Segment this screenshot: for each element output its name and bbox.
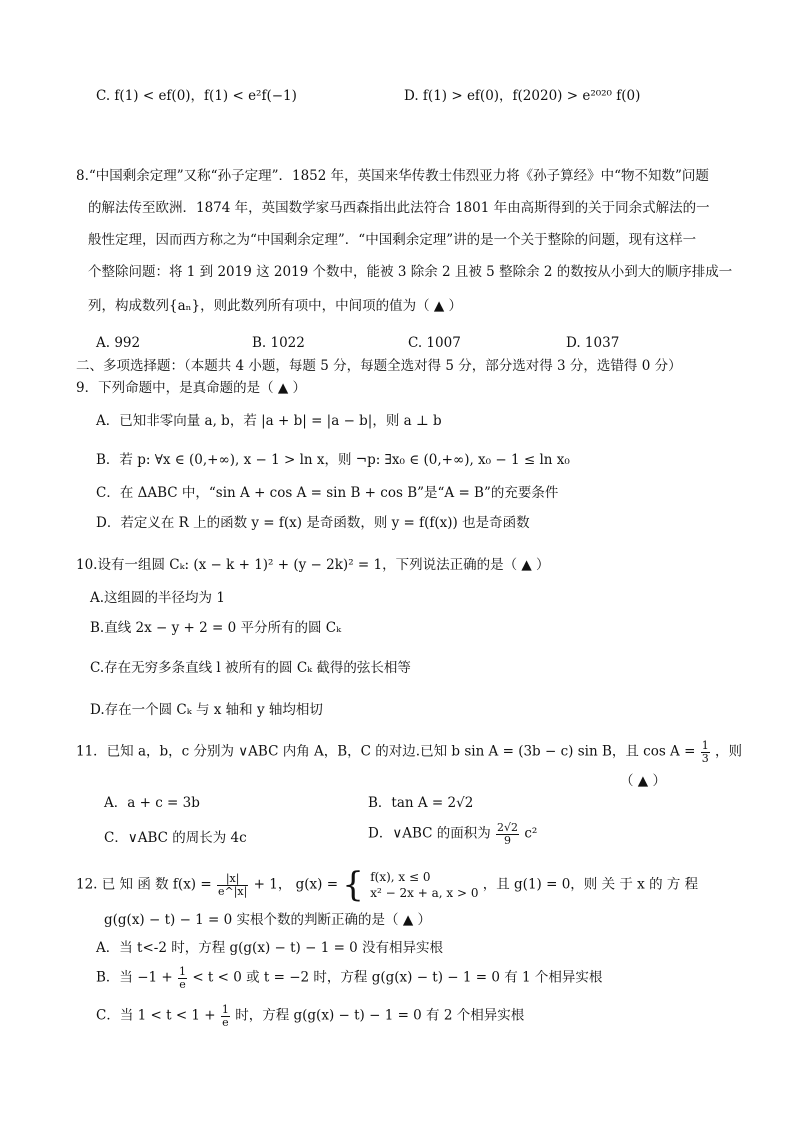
q9-stem: 9．下列命题中，是真命题的是（ ▲ ） (76, 380, 307, 396)
q12-f-tail: + 1， g(x) = (253, 876, 338, 893)
q11-option-a: A．a + c = 3b (104, 795, 200, 811)
q9-option-c: C．在 ΔABC 中，“sin A + cos A = sin B + cos B”是“A = B”的充要条件 (96, 485, 559, 501)
q8-text-line-4: 个整除问题：将 1 到 2019 这 2019 个数中，能被 3 除余 2 且被 5 整除余 2 的数按从小到大的顺序排成一 (88, 264, 733, 280)
q10-stem: 10.设有一组圆 Cₖ: (x − k + 1)² + (y − 2k)² = 1，下列说法正确的是（ ▲ ） (76, 557, 550, 573)
q11-answer-blank: （ ▲ ） (620, 773, 666, 789)
q8-option-b: B. 1022 (252, 335, 305, 351)
q12-option-a: A．当 t<-2 时，方程 g(g(x) − t) − 1 = 0 没有相异实根 (96, 940, 444, 956)
q11-option-b: B．tan A = 2√2 (368, 795, 474, 811)
q11-area-numerator: 2√2 (497, 821, 519, 834)
q12-option-b-tail: < t < 0 或 t = −2 时，方程 g(g(x) − t) − 1 = 0 有 1 个相异实根 (192, 969, 603, 986)
q10-option-d: D.存在一个圆 Cₖ 与 x 轴和 y 轴均相切 (90, 702, 323, 718)
q12-g-case-2: x² − 2x + a, x > 0 (370, 886, 479, 900)
q11-option-d (368, 822, 537, 846)
q12-stem-a: 12. 已 知 函 数 f(x) = (76, 876, 212, 893)
q7-option-c: C. f(1) < ef(0)，f(1) < e²f(−1) (96, 88, 297, 104)
q8-option-c: C. 1007 (408, 335, 461, 351)
q11-stem (76, 740, 742, 764)
q12-f-fraction (217, 873, 248, 897)
q9-option-a: A．已知非零向量 a, b，若 |a + b| = |a − b|，则 a ⊥ b (96, 413, 442, 429)
q10-option-b: B.直线 2x − y + 2 = 0 平分所有的圆 Cₖ (90, 620, 342, 636)
q12-stem-c: g(g(x) − t) − 1 = 0 实根个数的判断正确的是（ ▲ ） (104, 912, 432, 928)
q12-stem (76, 865, 699, 905)
q11-option-d-tail: c² (524, 825, 538, 842)
q11-option-d-text: D．∨ABC 的面积为 (368, 825, 491, 842)
q12-option-c-fraction (221, 1004, 230, 1028)
q11-area-fraction (496, 822, 519, 846)
q12-option-c-text: C．当 1 < t < 1 + (96, 1007, 216, 1024)
q12-option-b (96, 966, 602, 990)
q12-g-piecewise (370, 869, 478, 901)
q8-text-line-1: 8.“中国剩余定理”又称“孙子定理”．1852 年，英国来华传教士伟烈亚力将《孙子算经》中“物不知数”问题 (76, 168, 709, 184)
q11-option-c: C．∨ABC 的周长为 4c (104, 830, 247, 846)
q8-option-d: D. 1037 (566, 335, 620, 351)
q11-area-denominator: 9 (504, 833, 512, 847)
q8-text-line-5: 列，构成数列{aₙ}，则此数列所有项中，中间项的值为（ ▲ ） (88, 298, 463, 314)
q12-option-c-tail: 时，方程 g(g(x) − t) − 1 = 0 有 2 个相异实根 (235, 1007, 525, 1024)
q8-text-line-2: 的解法传至欧洲．1874 年，英国数学家马西森指出此法符合 1801 年由高斯得到的关于同余式解法的一 (88, 200, 710, 216)
q8-option-a: A. 992 (96, 335, 141, 351)
q12-f-denominator: e^|x| (217, 884, 248, 898)
q10-option-c: C.存在无穷多条直线 l 被所有的圆 Cₖ 截得的弦长相等 (90, 660, 411, 676)
q12-option-b-numerator: 1 (179, 965, 187, 978)
q12-option-b-fraction (178, 966, 187, 990)
q11-stem-tail: ，则 (715, 743, 743, 760)
q8-text-line-3: 般性定理，因而西方称之为“中国剩余定理”．“中国剩余定理”讲的是一个关于整除的问题，现有这样一 (88, 232, 697, 248)
q10-option-a: A.这组圆的半径均为 1 (90, 590, 225, 606)
q12-g-case-1: f(x), x ≤ 0 (370, 869, 431, 884)
q11-frac-denominator: 3 (701, 751, 709, 765)
q11-stem-text: 11．已知 a，b，c 分别为 ∨ABC 内角 A，B，C 的对边.已知 b sin A = (3b − c) sin B，且 cos A = (76, 743, 696, 760)
q11-frac-numerator: 1 (701, 739, 709, 752)
q12-option-c (96, 1004, 524, 1028)
q9-option-b: B．若 p: ∀x ∈ (0,+∞), x − 1 > ln x，则 ¬p: ∃x₀ ∈ (0,+∞), x₀ − 1 ≤ ln x₀ (96, 452, 570, 468)
piecewise-brace: { (342, 865, 364, 905)
q12-stem-b: ，且 g(1) = 0，则 关 于 x 的 方 程 (482, 876, 699, 893)
q12-option-c-denominator: e (222, 1015, 229, 1029)
q7-option-d: D. f(1) > ef(0)，f(2020) > e²⁰²⁰ f(0) (404, 88, 641, 104)
section-heading: 二、多项选择题：（本题共 4 小题，每题 5 分，每题全选对得 5 分，部分选对得 3 分，选错得 0 分） (76, 358, 682, 374)
q12-f-numerator: |x| (217, 873, 248, 886)
q12-option-c-numerator: 1 (221, 1003, 229, 1016)
q12-option-b-text: B．当 −1 + (96, 969, 173, 986)
q11-cos-fraction (701, 740, 710, 764)
q9-option-d: D．若定义在 R 上的函数 y = f(x) 是奇函数，则 y = f(f(x)) 也是奇函数 (96, 515, 530, 531)
q12-option-b-denominator: e (179, 977, 186, 991)
